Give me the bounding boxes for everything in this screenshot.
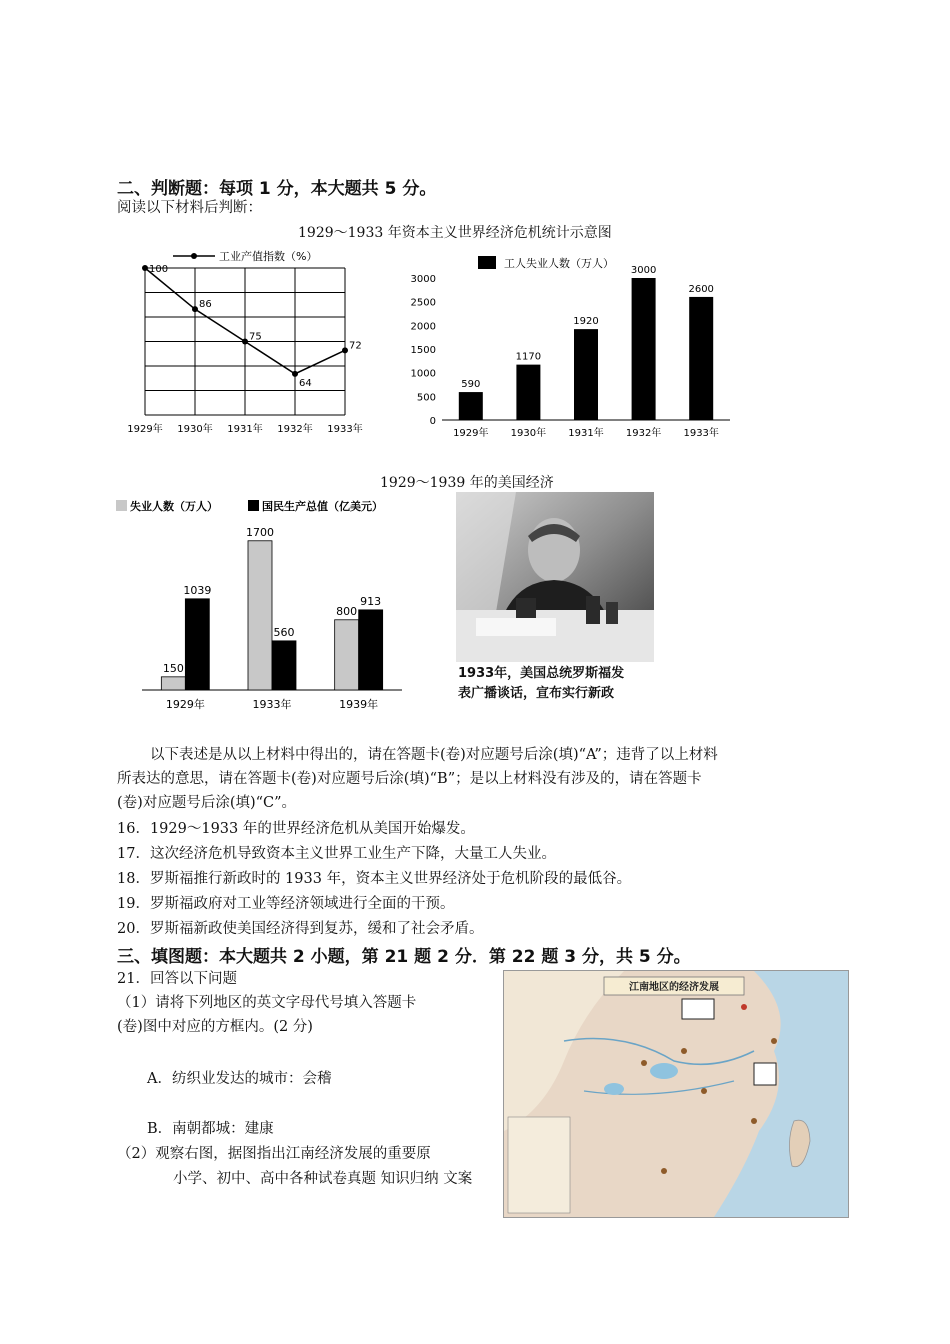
section2-instruction: 阅读以下材料后判断： — [117, 200, 262, 216]
data-label: 2600 — [688, 283, 714, 295]
question-21: 21．回答以下问题 — [117, 971, 237, 987]
photo-caption-line1: 1933年，美国总统罗斯福发 — [458, 666, 625, 681]
question-19: 19．罗斯福政府对工业等经济领域进行全面的干预。 — [117, 896, 455, 912]
data-label: 913 — [360, 594, 382, 608]
data-label: 3000 — [630, 265, 657, 276]
bar — [359, 610, 383, 690]
x-tick-label: 1929年 — [165, 698, 205, 711]
photo-caption-line2: 表广播谈话，宣布实行新政 — [458, 686, 615, 701]
section2-heading: 二、判断题：每项 1 分，本大题共 5 分。 — [117, 179, 437, 199]
x-tick-label: 1929年 — [127, 424, 163, 435]
data-point — [342, 347, 348, 353]
y-tick-label: 3000 — [410, 274, 436, 285]
data-point — [292, 371, 298, 377]
jiangnan-map — [503, 970, 849, 1218]
question-21-2: （2）观察右图，据图指出江南经济发展的重要原 — [117, 1146, 431, 1162]
section3-heading: 三、填图题：本大题共 2 小题，第 21 题 2 分．第 22 题 3 分，共 5 分。 — [117, 947, 691, 967]
data-label: 75 — [249, 331, 262, 343]
data-label: 1170 — [515, 351, 542, 363]
question-18: 18．罗斯福推行新政时的 1933 年，资本主义世界经济处于危机阶段的最低谷。 — [117, 871, 632, 887]
data-label: 560 — [273, 625, 295, 639]
x-tick-label: 1931年 — [227, 424, 263, 435]
bar — [516, 365, 540, 420]
option-a: A．纺织业发达的城市：会稽 — [147, 1071, 332, 1087]
data-point — [192, 306, 198, 312]
data-label: 64 — [299, 377, 312, 389]
directions-line3: (卷)对应题号后涂(填)“C”。 — [117, 795, 297, 811]
legend-swatch — [248, 500, 259, 511]
data-point — [142, 265, 148, 271]
x-tick-label: 1931年 — [568, 428, 604, 439]
option-b: B．南朝都城：建康 — [147, 1121, 274, 1137]
jiangnan-map-image — [504, 971, 848, 1217]
legend-label: 工业产值指数（%） — [219, 250, 318, 263]
photo-caption — [458, 664, 624, 704]
unemployment-bar-chart — [400, 248, 740, 444]
us-economy-grouped-bar-chart — [112, 492, 412, 718]
legend-marker — [191, 253, 197, 259]
map-title: 江南地区的经济发展 — [629, 982, 719, 993]
figure2-title: 1929～1939 年的美国经济 — [380, 475, 554, 491]
data-label: 1700 — [246, 525, 274, 539]
x-tick-label: 1933年 — [683, 428, 719, 439]
bar — [689, 297, 713, 420]
bar — [272, 641, 296, 690]
data-point — [242, 339, 248, 345]
data-label: 1920 — [573, 316, 599, 328]
x-tick-label: 1932年 — [625, 428, 662, 439]
legend-label: 工人失业人数（万人） — [504, 257, 614, 270]
data-label: 590 — [461, 379, 481, 391]
legend-swatch — [116, 500, 127, 511]
bar — [335, 620, 359, 690]
figure1-title: 1929～1933 年资本主义世界经济危机统计示意图 — [298, 225, 612, 241]
footer-text: 小学、初中、高中各种试卷真题 知识归纳 文案 — [173, 1171, 473, 1187]
bar — [161, 677, 185, 690]
roosevelt-photo-image — [456, 492, 654, 662]
data-label: 86 — [199, 299, 212, 311]
data-label: 800 — [336, 604, 358, 618]
y-tick-label: 1500 — [410, 345, 436, 356]
legend-label: 国民生产总值（亿美元） — [262, 500, 383, 513]
question-16: 16．1929～1933 年的世界经济危机从美国开始爆发。 — [117, 821, 475, 837]
roosevelt-photo — [456, 492, 654, 662]
y-tick-label: 0 — [429, 416, 436, 427]
question-21-1-line2: (卷)图中对应的方框内。(2 分) — [117, 1019, 313, 1035]
x-tick-label: 1932年 — [277, 424, 313, 435]
data-label: 100 — [149, 264, 169, 275]
bar — [632, 278, 656, 420]
bar — [459, 392, 483, 420]
bar — [248, 541, 272, 690]
industrial-index-line-chart — [115, 240, 375, 440]
x-tick-label: 1939年 — [339, 698, 379, 711]
data-label: 1039 — [183, 583, 212, 597]
x-tick-label: 1929年 — [453, 428, 489, 439]
legend-label: 失业人数（万人） — [130, 500, 218, 513]
x-tick-label: 1933年 — [327, 424, 363, 435]
y-tick-label: 500 — [416, 392, 436, 404]
y-tick-label: 2000 — [410, 321, 436, 333]
data-label: 150 — [162, 661, 184, 675]
question-21-1-line1: （1）请将下列地区的英文字母代号填入答题卡 — [117, 995, 417, 1011]
directions-line2: 所表达的意思，请在答题卡(卷)对应题号后涂(填)“B”；是以上材料没有涉及的，请在答题卡 — [117, 771, 702, 787]
x-tick-label: 1930年 — [510, 428, 547, 439]
legend-swatch — [478, 256, 496, 269]
y-tick-label: 1000 — [410, 368, 436, 380]
x-tick-label: 1930年 — [177, 424, 213, 435]
y-tick-label: 2500 — [410, 297, 436, 309]
directions-line1: 以下表述是从以上材料中得出的，请在答题卡(卷)对应题号后涂(填)“A”；违背了以上材料 — [150, 747, 718, 763]
bar — [185, 599, 209, 690]
data-label: 72 — [349, 340, 362, 352]
question-17: 17．这次经济危机导致资本主义世界工业生产下降，大量工人失业。 — [117, 846, 556, 862]
x-tick-label: 1933年 — [252, 698, 292, 711]
bar — [574, 329, 598, 420]
question-20: 20．罗斯福新政使美国经济得到复苏，缓和了社会矛盾。 — [117, 921, 484, 937]
